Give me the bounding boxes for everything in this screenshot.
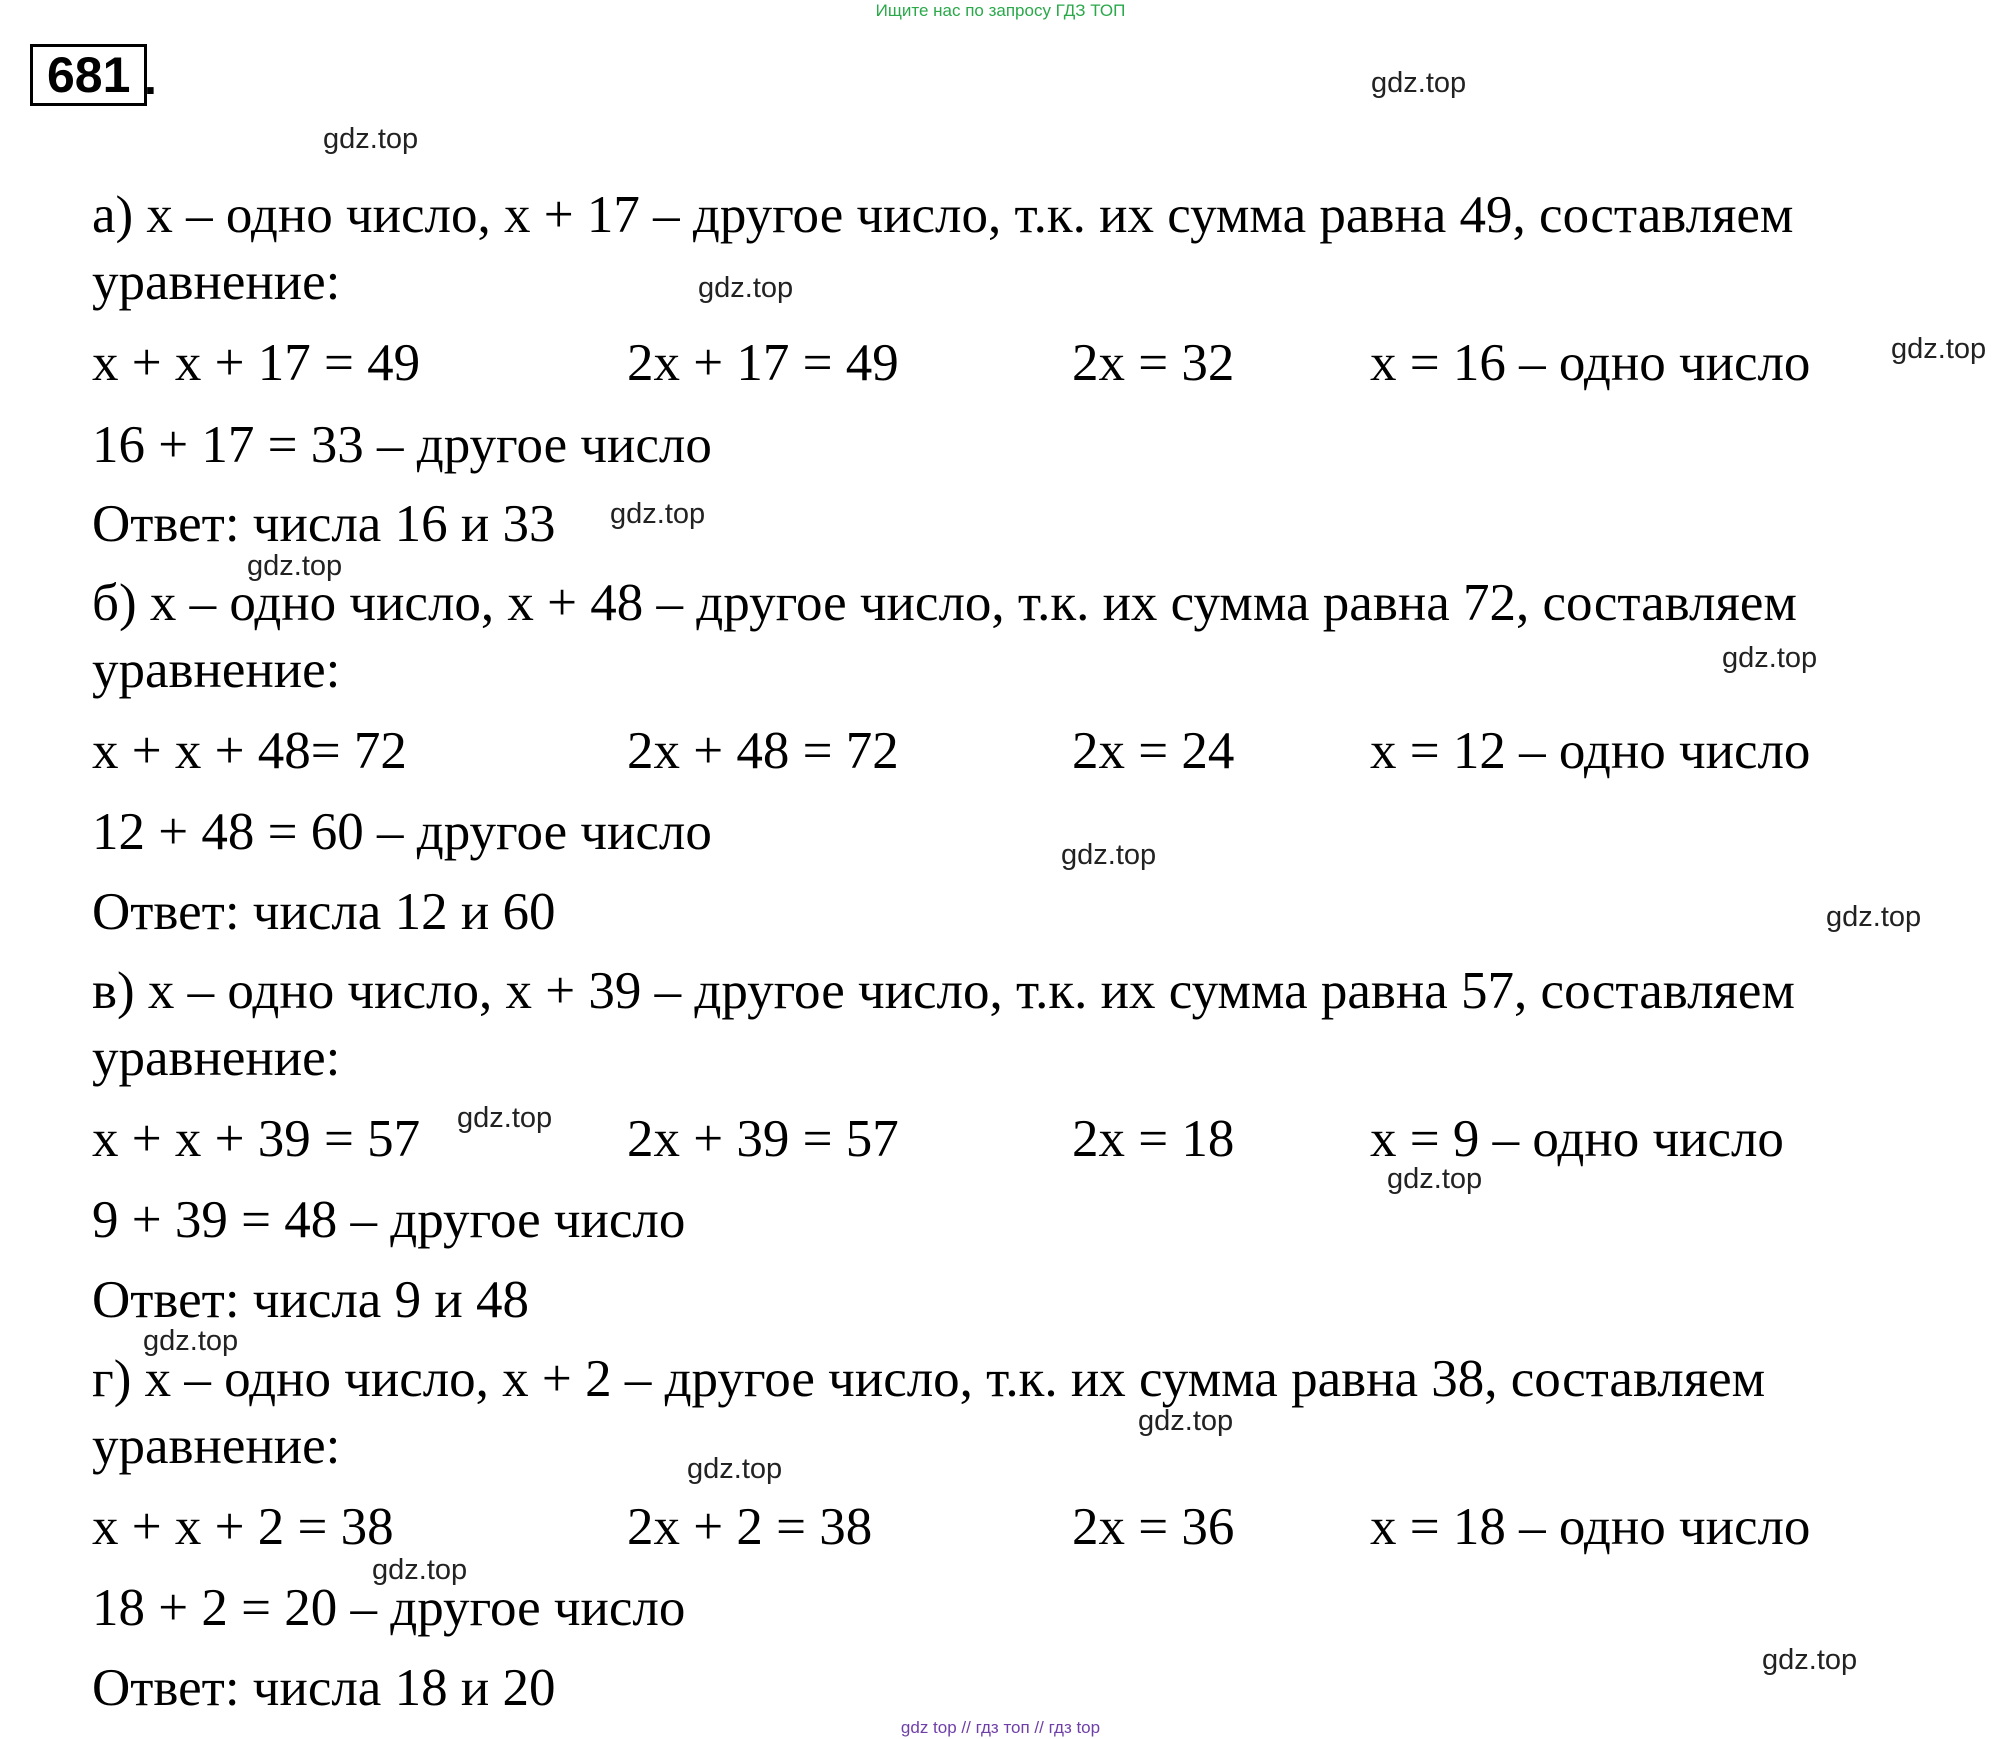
section-g-statement: г) х – одно число, х + 2 – другое число, т.к. их сумма равна 38, составляем: [92, 1350, 1766, 1408]
section-a-statement-cont: уравнение:: [92, 253, 341, 311]
section-v-eq3: 2х = 18: [1072, 1110, 1235, 1168]
watermark: gdz.top: [1891, 333, 1987, 365]
watermark: gdz.top: [372, 1554, 468, 1586]
watermark: gdz.top: [457, 1102, 553, 1134]
watermark: gdz.top: [698, 272, 794, 304]
watermark: gdz.top: [143, 1325, 239, 1357]
section-g-eq4: х = 18 – одно число: [1370, 1498, 1811, 1556]
watermark: gdz.top: [1826, 901, 1922, 933]
section-a-second-number: 16 + 17 = 33 – другое число: [92, 416, 712, 474]
section-g-answer: Ответ: числа 18 и 20: [92, 1659, 556, 1717]
section-v-second-number: 9 + 39 = 48 – другое число: [92, 1191, 686, 1249]
section-g-eq3: 2х = 36: [1072, 1498, 1235, 1556]
section-b-statement-cont: уравнение:: [92, 641, 341, 699]
section-b-second-number: 12 + 48 = 60 – другое число: [92, 803, 712, 861]
section-b-answer: Ответ: числа 12 и 60: [92, 883, 556, 941]
watermark: gdz.top: [1061, 839, 1157, 871]
section-b-eq2: 2х + 48 = 72: [627, 722, 899, 780]
section-b-eq1: х + х + 48= 72: [92, 722, 407, 780]
section-a-eq4: х = 16 – одно число: [1370, 334, 1811, 392]
watermark: gdz.top: [1762, 1644, 1858, 1676]
section-v-statement-cont: уравнение:: [92, 1029, 341, 1087]
watermark: gdz.top: [323, 123, 419, 155]
section-a-eq3: 2х = 32: [1072, 334, 1235, 392]
task-number-box: 681: [30, 44, 147, 106]
section-g-eq1: х + х + 2 = 38: [92, 1498, 394, 1556]
watermark: gdz.top: [1387, 1163, 1483, 1195]
watermark: gdz.top: [1722, 642, 1818, 674]
section-g-eq2: 2х + 2 = 38: [627, 1498, 873, 1556]
footer-links: gdz top // гдз топ // гдз top: [900, 1718, 1101, 1737]
section-a-eq1: х + х + 17 = 49: [92, 334, 421, 392]
top-banner: Ищите нас по запросу ГДЗ ТОП: [875, 1, 1126, 20]
section-g-second-number: 18 + 2 = 20 – другое число: [92, 1579, 686, 1637]
section-a-answer: Ответ: числа 16 и 33: [92, 495, 556, 553]
watermark: gdz.top: [1138, 1405, 1234, 1437]
watermark: gdz.top: [687, 1453, 783, 1485]
watermark: gdz.top: [1371, 67, 1467, 99]
watermark: gdz.top: [610, 498, 706, 530]
watermark: gdz.top: [247, 550, 343, 582]
section-a-eq2: 2х + 17 = 49: [627, 334, 899, 392]
section-a-statement: а) х – одно число, х + 17 – другое число, т.к. их сумма равна 49, составляем: [92, 186, 1794, 244]
section-v-statement: в) х – одно число, х + 39 – другое число, т.к. их сумма равна 57, составляем: [92, 962, 1795, 1020]
section-b-eq3: 2х = 24: [1072, 722, 1235, 780]
section-b-eq4: х = 12 – одно число: [1370, 722, 1811, 780]
section-v-answer: Ответ: числа 9 и 48: [92, 1271, 529, 1329]
section-g-statement-cont: уравнение:: [92, 1417, 341, 1475]
section-b-statement: б) х – одно число, х + 48 – другое число, т.к. их сумма равна 72, составляем: [92, 574, 1797, 632]
section-v-eq1: х + х + 39 = 57: [92, 1110, 421, 1168]
section-v-eq4: х = 9 – одно число: [1370, 1110, 1784, 1168]
section-v-eq2: 2х + 39 = 57: [627, 1110, 899, 1168]
task-number-dot: .: [144, 52, 157, 104]
